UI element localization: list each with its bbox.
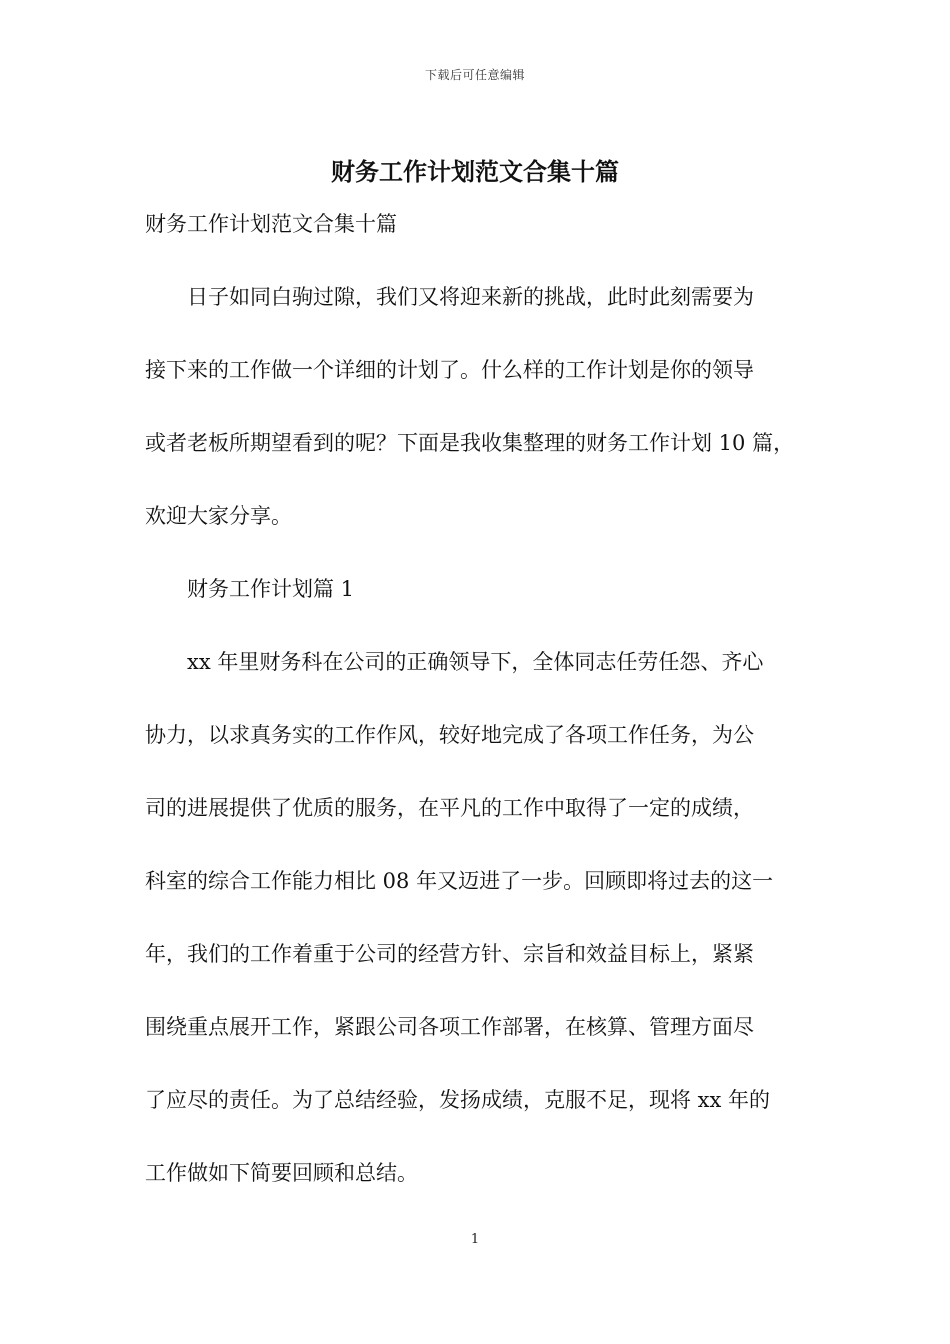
text-line: xx 年里财务科在公司的正确领导下，全体同志任劳任怨、齐心 — [187, 650, 764, 674]
text-line: 欢迎大家分享。 — [145, 504, 292, 528]
text-line: 司的进展提供了优质的服务，在平凡的工作中取得了一定的成绩， — [145, 796, 754, 820]
document-title: 财务工作计划范文合集十篇 — [331, 157, 619, 186]
document-body — [145, 206, 810, 1228]
text-line: 接下来的工作做一个详细的计划了。什么样的工作计划是你的领导 — [145, 358, 754, 382]
text-line: 科室的综合工作能力相比 08 年又迈进了一步。回顾即将过去的这一 — [145, 869, 774, 893]
text-line: 或者老板所期望看到的呢？下面是我收集整理的财务工作计划 10 篇， — [145, 431, 795, 455]
page-number: 1 — [470, 1232, 480, 1247]
text-line: 围绕重点展开工作，紧跟公司各项工作部署，在核算、管理方面尽 — [145, 1015, 754, 1039]
text-line: 工作做如下简要回顾和总结。 — [145, 1161, 418, 1185]
text-line: 协力，以求真务实的工作作风，较好地完成了各项工作任务，为公 — [145, 723, 754, 747]
section-heading: 财务工作计划篇 1 — [187, 577, 355, 601]
body-paragraph — [145, 644, 810, 1191]
document-subtitle: 财务工作计划范文合集十篇 — [145, 212, 397, 236]
page-header: 下载后可任意编辑 — [424, 68, 525, 82]
text-line: 日子如同白驹过隙，我们又将迎来新的挑战，此时此刻需要为 — [187, 285, 754, 309]
intro-paragraph — [145, 279, 810, 534]
text-line: 了应尽的责任。为了总结经验，发扬成绩，克服不足，现将 xx 年的 — [145, 1088, 771, 1112]
text-line: 年，我们的工作着重于公司的经营方针、宗旨和效益目标上，紧紧 — [145, 942, 754, 966]
